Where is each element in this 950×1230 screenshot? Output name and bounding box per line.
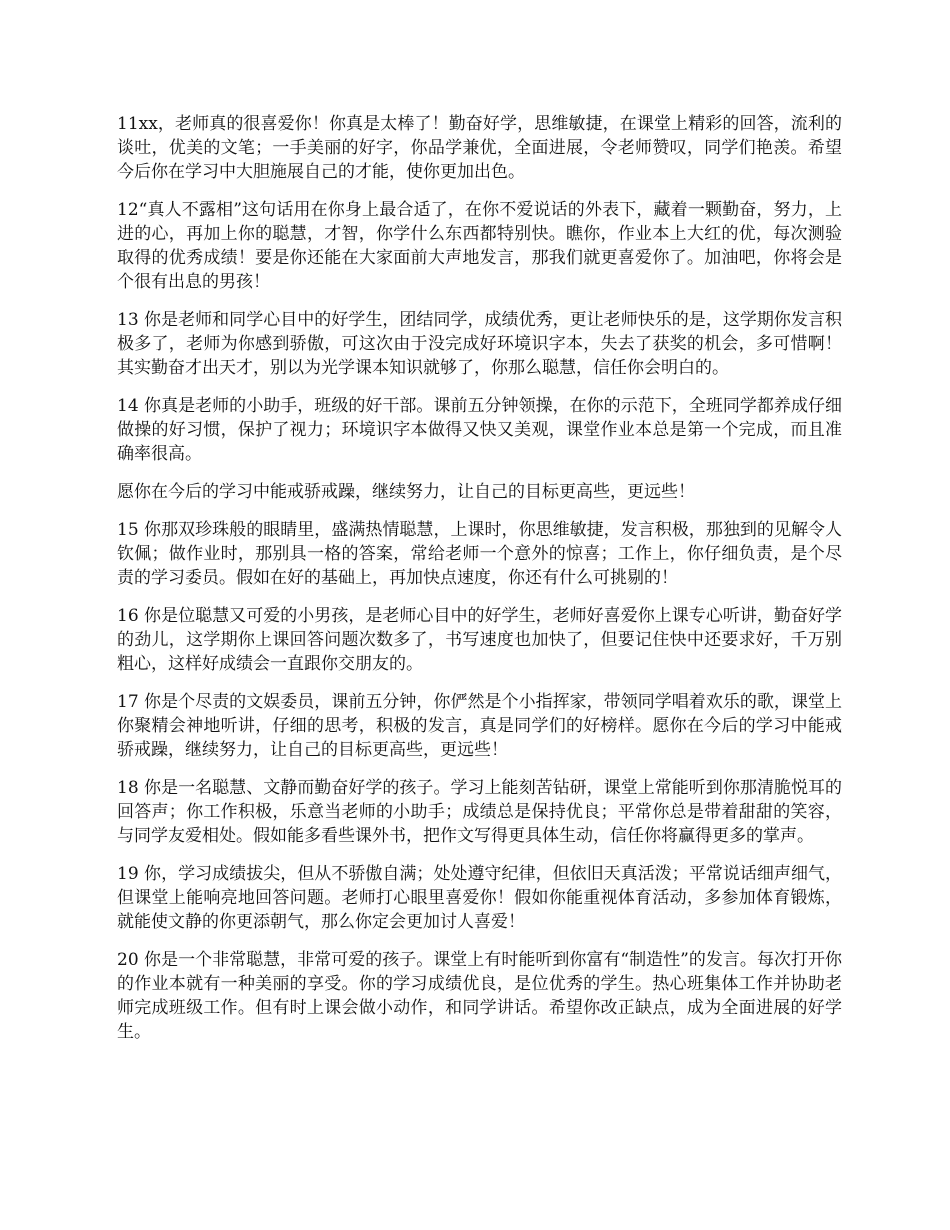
- paragraph-20: 20 你是一个非常聪慧，非常可爱的孩子。课堂上有时能听到你富有“制造性”的发言。每次打开你的作业本就有一种美丽的享受。你的学习成绩优良，是位优秀的学生。热心班集体工作并协助老师完成班级工作。但有时上课会做小动作，和同学讲话。希望你改正缺点，成为全面进展的好学生。: [117, 950, 842, 1042]
- paragraph-15: 15 你那双珍珠般的眼睛里，盛满热情聪慧，上课时，你思维敏捷，发言积极，那独到的见解令人钦佩；做作业时，那别具一格的答案，常给老师一个意外的惊喜；工作上，你仔细负责，是个尽责的学习委员。假如在好的基础上，再加快点速度，你还有什么可挑剔的！: [117, 520, 842, 588]
- paragraph-18: 18 你是一名聪慧、文静而勤奋好学的孩子。学习上能刻苦钻研，课堂上常能听到你那清脆悦耳的回答声；你工作积极，乐意当老师的小助手；成绩总是保持优良；平常你总是带着甜甜的笑容，与同学友爱相处。假如能多看些课外书，把作文写得更具体生动，信任你将赢得更多的掌声。: [117, 778, 842, 846]
- paragraph-16: 16 你是位聪慧又可爱的小男孩，是老师心目中的好学生，老师好喜爱你上课专心听讲，勤奋好学的劲儿，这学期你上课回答问题次数多了，书写速度也加快了，但要记住快中还要求好，千万别粗心，这样好成绩会一直跟你交朋友的。: [117, 606, 842, 674]
- paragraph-11: 11xx，老师真的很喜爱你！你真是太棒了！勤奋好学，思维敏捷，在课堂上精彩的回答，流利的谈吐，优美的文笔；一手美丽的好字，你品学兼优，全面进展，令老师赞叹，同学们艳羡。希望今后你在学习中大胆施展自己的才能，使你更加出色。: [117, 114, 842, 182]
- paragraph-14: 14 你真是老师的小助手，班级的好干部。课前五分钟领操，在你的示范下，全班同学都养成仔细做操的好习惯，保护了视力；环境识字本做得又快又美观，课堂作业本总是第一个完成，而且准确率很高。: [117, 396, 842, 464]
- paragraph-19: 19 你，学习成绩拔尖，但从不骄傲自满；处处遵守纪律，但依旧天真活泼；平常说话细声细气，但课堂上能响亮地回答问题。老师打心眼里喜爱你！假如你能重视体育活动，多参加体育锻炼，就能使文静的你更添朝气，那么你定会更加讨人喜爱！: [117, 864, 842, 932]
- paragraph-13: 13 你是老师和同学心目中的好学生，团结同学，成绩优秀，更让老师快乐的是，这学期你发言积极多了，老师为你感到骄傲，可这次由于没完成好环境识字本，失去了获奖的机会，多可惜啊！其实勤奋才出天才，别以为光学课本知识就够了，你那么聪慧，信任你会明白的。: [117, 310, 842, 378]
- document-page: [117, 112, 842, 1058]
- paragraph-17: 17 你是个尽责的文娱委员，课前五分钟，你俨然是个小指挥家，带领同学唱着欢乐的歌，课堂上你聚精会神地听讲，仔细的思考，积极的发言，真是同学们的好榜样。愿你在今后的学习中能戒骄戒躁，继续努力，让自己的目标更高些，更远些！: [117, 692, 842, 760]
- paragraph-14-continued: 愿你在今后的学习中能戒骄戒躁，继续努力，让自己的目标更高些，更远些！: [117, 482, 695, 502]
- paragraph-12: 12“真人不露相”这句话用在你身上最合适了，在你不爱说话的外表下，藏着一颗勤奋，努力，上进的心，再加上你的聪慧，才智，你学什么东西都特别快。瞧你，作业本上大红的优，每次测验取得的优秀成绩！要是你还能在大家面前大声地发言，那我们就更喜爱你了。加油吧，你将会是个很有出息的男孩！: [117, 200, 842, 292]
